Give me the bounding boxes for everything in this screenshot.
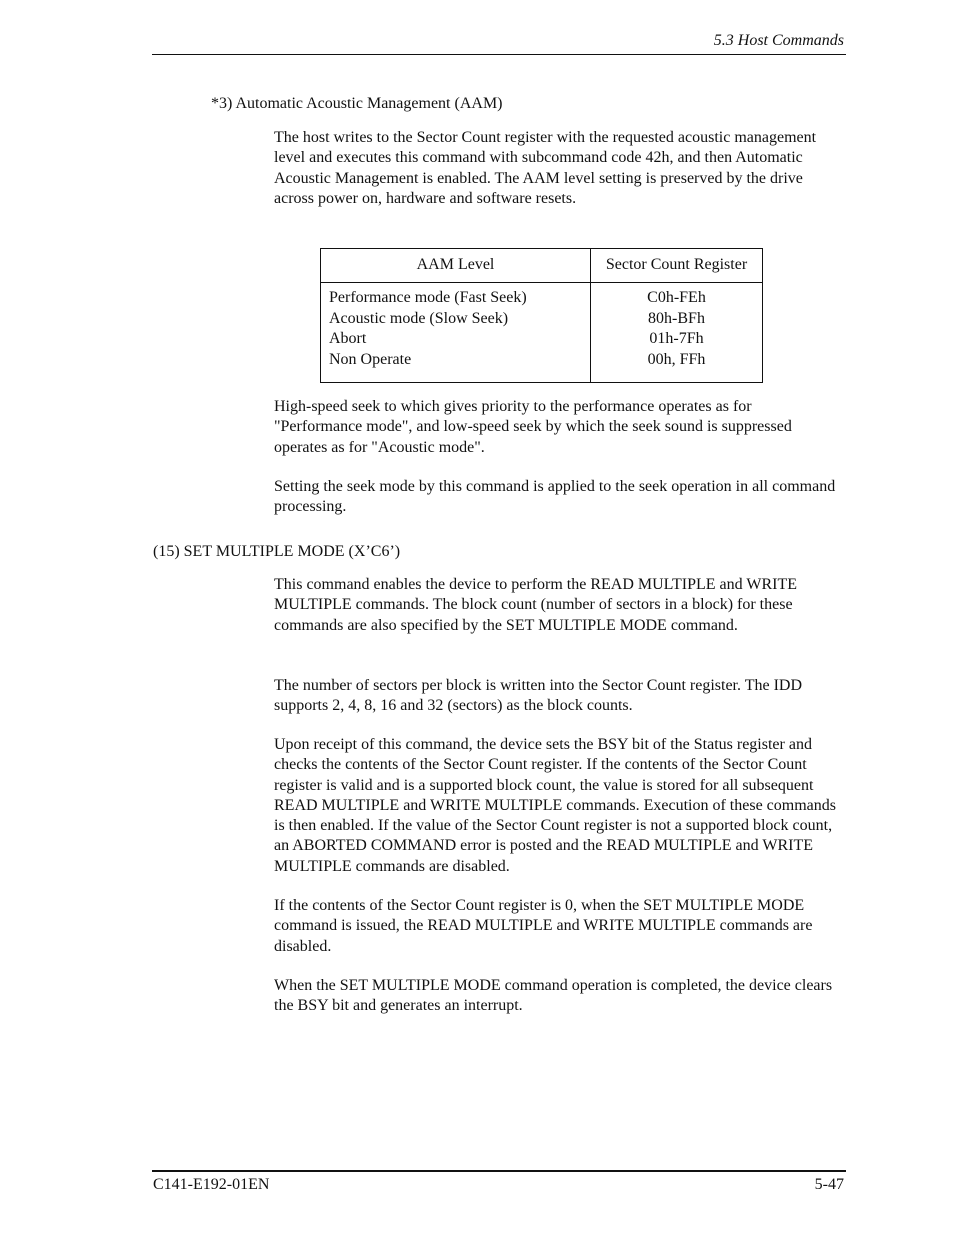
set-multiple-paragraph-4: If the contents of the Sector Count register is 0, when the SET MULTIPLE MODE command is issued, the READ MULTIPLE and WRITE MULTIPLE commands are disabled. xyxy=(274,897,813,955)
table-row xyxy=(321,283,763,383)
aam-level-value: Performance mode (Fast Seek) xyxy=(329,289,527,306)
seek-modes-paragraph: High-speed seek to which gives priority to the performance operates as for "Performance mode", and low-speed seek by which the seek sound is suppressed operates as for "Acoustic mode". xyxy=(274,398,792,456)
column-header-sector-count-register: Sector Count Register xyxy=(591,249,763,283)
set-multiple-paragraph-2: The number of sectors per block is written into the Sector Count register. The IDD supports 2, 4, 8, 16 and 32 (sectors) as the block counts. xyxy=(274,677,803,715)
header-rule xyxy=(152,54,846,55)
aam-heading: *3) Automatic Acoustic Management (AAM) xyxy=(211,95,503,112)
aam-level-table xyxy=(320,248,763,383)
footer-rule xyxy=(152,1170,846,1172)
set-multiple-mode-heading: (15) SET MULTIPLE MODE (X’C6’) xyxy=(153,543,401,560)
running-header: 5.3 Host Commands xyxy=(713,32,844,49)
sector-count-register-cell xyxy=(591,283,763,383)
set-multiple-paragraph-3: Upon receipt of this command, the device sets the BSY bit of the Status register and checks the contents of the Sector Count register. If the contents of the Sector Count register is valid and is a supported block count, the value is stored for all subsequent READ MULTIPLE and WRITE MULTIPLE commands. Execution of these commands is then enabled. If the value of the Sector Count register is not a supported block count, an ABORTED COMMAND error is posted and the READ MULTIPLE and WRITE MULTIPLE commands are disabled. xyxy=(274,736,836,875)
set-multiple-paragraph-1: This command enables the device to perform the READ MULTIPLE and WRITE MULTIPLE commands. The block count (number of sectors in a block) for these commands are also specified by the SET MULTIPLE MODE command. xyxy=(274,576,797,634)
set-multiple-paragraph-5: When the SET MULTIPLE MODE command operation is completed, the device clears the BSY bit and generates an interrupt. xyxy=(274,977,833,1015)
register-range-value: 00h, FFh xyxy=(647,350,706,368)
document-id: C141-E192-01EN xyxy=(153,1176,270,1193)
aam-level-value: Non Operate xyxy=(329,350,412,368)
aam-level-cell xyxy=(321,283,591,383)
table-header-row xyxy=(321,249,763,283)
register-range-value: C0h-FEh xyxy=(647,289,706,306)
aam-intro-paragraph: The host writes to the Sector Count register with the requested acoustic management level and executes this command with subcommand code 42h, and then Automatic Acoustic Management is enabled. The AAM level setting is preserved by the drive across power on, hardware and software resets. xyxy=(274,129,817,207)
page-number: 5-47 xyxy=(814,1176,844,1193)
register-range-value: 01h-7Fh xyxy=(649,330,704,347)
register-range-value: 80h-BFh xyxy=(648,309,705,327)
column-header-aam-level: AAM Level xyxy=(321,249,591,283)
aam-level-value: Abort xyxy=(329,330,367,347)
aam-level-value: Acoustic mode (Slow Seek) xyxy=(329,309,509,327)
seek-applied-paragraph: Setting the seek mode by this command is applied to the seek operation in all command processing. xyxy=(274,478,836,516)
